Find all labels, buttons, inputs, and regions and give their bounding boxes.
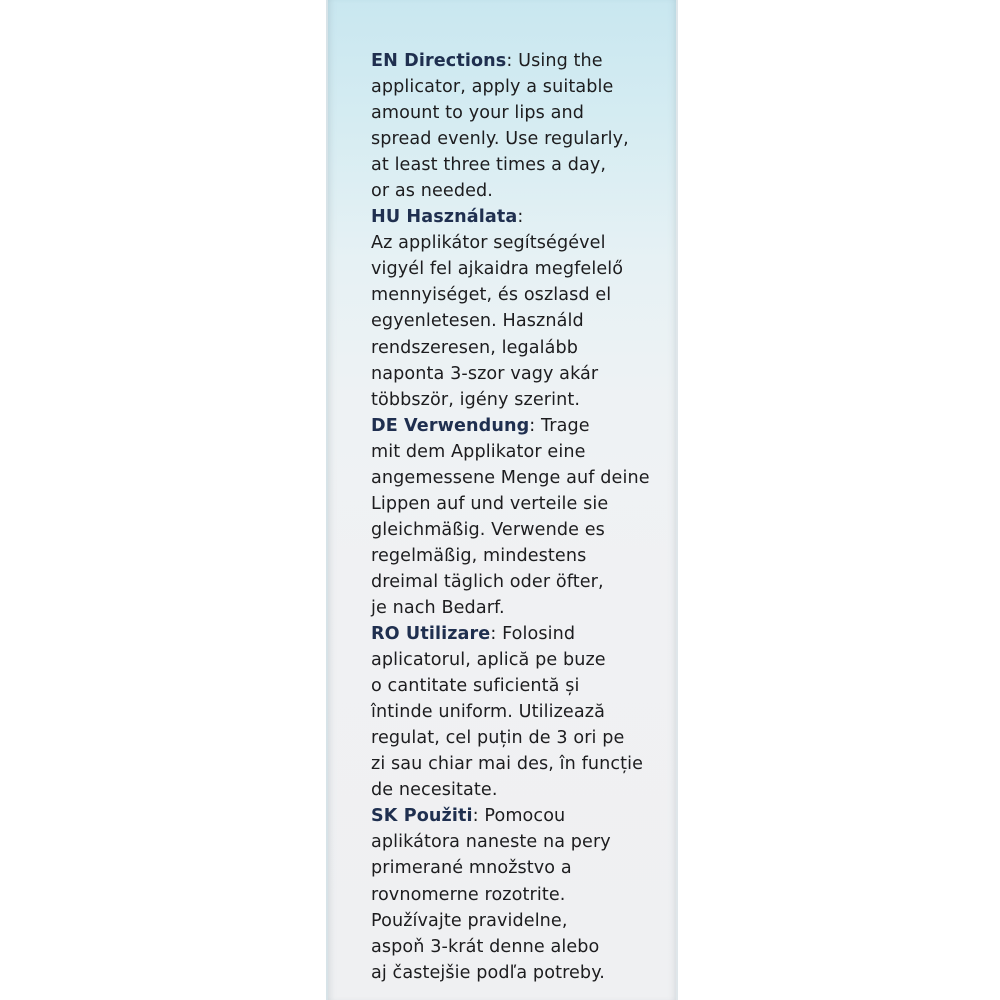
section-ro-line: de necesitate. [371, 780, 498, 801]
section-ro-line: întinde uniform. Utilizează [371, 702, 605, 723]
section-de-line: dreimal täglich oder öfter, [371, 571, 604, 592]
section-sk-line: aj častejšie podľa potreby. [371, 962, 605, 983]
section-hu-line: többször, igény szerint. [371, 389, 581, 410]
section-en-line: amount to your lips and [371, 103, 584, 124]
section-de-first-line [371, 413, 671, 439]
section-ro-line: regulat, cel puțin de 3 ori pe [371, 728, 625, 749]
section-ro-line: : Folosind [490, 624, 576, 645]
section-ro-line: aplicatorul, aplică pe buze [371, 650, 606, 671]
section-de-line: je nach Bedarf. [371, 597, 505, 618]
section-de-line: regelmäßig, mindestens [371, 545, 587, 566]
section-de-line: gleichmäßig. Verwende es [371, 519, 605, 540]
section-sk-line: rovnomerne rozotrite. [371, 884, 566, 905]
section-ro-line: o cantitate suficientă și [371, 676, 580, 697]
section-hu-line: egyenletesen. Használd [371, 311, 584, 332]
section-hu-line: vigyél fel ajkaidra megfelelő [371, 259, 624, 280]
section-sk-line: Používajte pravidelne, [371, 910, 568, 931]
section-hu-first-line [371, 204, 671, 230]
section-en-line: spread evenly. Use regularly, [371, 129, 629, 150]
section-en-line: : Using the [506, 51, 603, 71]
section-hu-heading: HU Használata [371, 207, 518, 228]
section-ro-first-line [371, 621, 671, 647]
section-hu-line: Az applikátor segítségével [371, 233, 606, 254]
section-sk-heading: SK Použiti [371, 806, 473, 827]
section-sk-line: primerané množstvo a [371, 858, 572, 879]
section-sk-line: aspoň 3-krát denne alebo [371, 936, 600, 957]
section-hu-line: rendszeresen, legalább [371, 337, 579, 358]
section-de-line: : Trage [529, 415, 590, 436]
section-en-line: at least three times a day, [371, 155, 607, 176]
section-hu-line: mennyiséget, és oszlasd el [371, 285, 612, 306]
box-right-edge [676, 0, 678, 1000]
section-de-line: Lippen auf und verteile sie [371, 493, 609, 514]
section-ro-heading: RO Utilizare [371, 624, 491, 645]
section-de-line: angemessene Menge auf deine [371, 467, 650, 488]
section-en-first-line [371, 48, 671, 74]
section-de-line: mit dem Applikator eine [371, 441, 586, 462]
directions-text-block [371, 48, 671, 986]
section-sk-first-line [371, 803, 671, 829]
section-hu-line: naponta 3-szor vagy akár [371, 363, 599, 384]
section-sk-line: aplikátora naneste na pery [371, 832, 611, 853]
section-hu-line: : [517, 207, 524, 228]
section-de-heading: DE Verwendung [371, 415, 530, 436]
section-en-line: or as needed. [371, 181, 493, 202]
section-sk-line: : Pomocou [472, 806, 566, 827]
section-en-line: applicator, apply a suitable [371, 77, 614, 98]
section-en-heading: EN Directions [371, 51, 507, 71]
section-ro-line: zi sau chiar mai des, în funcție [371, 754, 644, 775]
